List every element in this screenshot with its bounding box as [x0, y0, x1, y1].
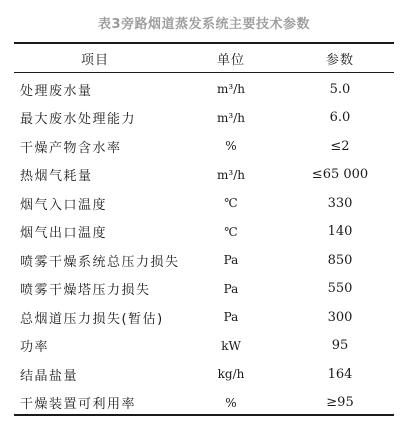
row-value: 164: [327, 366, 353, 382]
row-unit: ℃: [224, 196, 238, 211]
row-value: ≤65 000: [311, 167, 369, 183]
row-unit: kg/h: [217, 367, 245, 382]
row-value: 95: [331, 338, 349, 354]
table-row: [14, 132, 394, 161]
header-item: 项目: [80, 52, 109, 68]
row-item: 功率: [20, 340, 50, 356]
row-item: 喷雾干燥塔压力损失: [20, 283, 151, 299]
table-body: [14, 73, 394, 418]
table-header: [14, 44, 394, 73]
table-row: [14, 360, 394, 389]
row-item: 总烟道压力损失(暂估): [20, 311, 164, 327]
table-row: [14, 73, 394, 104]
row-unit: %: [225, 139, 237, 154]
row-value: ≥95: [326, 395, 354, 411]
row-value: 6.0: [329, 110, 351, 126]
table-row: [14, 303, 394, 332]
header-unit: 单位: [216, 52, 245, 68]
row-unit: Pa: [223, 310, 239, 325]
table-row: [14, 389, 394, 418]
row-item: 喷雾干燥系统总压力损失: [20, 254, 180, 270]
row-unit: m³/h: [217, 110, 245, 125]
table-row: [14, 161, 394, 190]
row-unit: m³/h: [217, 167, 245, 182]
row-item: 最大废水处理能力: [20, 112, 137, 128]
row-value: 300: [327, 309, 353, 325]
row-unit: %: [225, 395, 237, 410]
row-unit: kW: [221, 338, 241, 353]
row-item: 热烟气耗量: [20, 169, 93, 185]
row-item: 干燥装置可利用率: [20, 397, 137, 413]
row-item: 结晶盐量: [20, 368, 79, 384]
row-value: 330: [327, 195, 353, 211]
row-value: 5.0: [329, 81, 351, 97]
parameters-table: [14, 44, 394, 417]
table-row: [14, 218, 394, 247]
table-row: [14, 275, 394, 304]
table-row: [14, 189, 394, 218]
row-unit: Pa: [223, 281, 239, 296]
table-row: [14, 246, 394, 275]
table-row: [14, 104, 394, 133]
header-value: 参数: [325, 52, 354, 68]
row-value: 140: [327, 224, 353, 240]
row-item: 烟气入口温度: [20, 197, 108, 213]
row-unit: ℃: [224, 224, 238, 239]
header-row: [14, 44, 394, 73]
row-item: 处理废水量: [20, 83, 93, 99]
table-row: [14, 332, 394, 361]
row-unit: m³/h: [217, 82, 245, 97]
row-unit: Pa: [223, 253, 239, 268]
row-value: 850: [327, 252, 353, 268]
row-value: 550: [327, 281, 353, 297]
row-value: ≤2: [330, 138, 350, 154]
row-item: 干燥产物含水率: [20, 140, 122, 156]
row-item: 烟气出口温度: [20, 226, 108, 242]
table-caption: 表3旁路烟道蒸发系统主要技术参数: [97, 17, 311, 32]
